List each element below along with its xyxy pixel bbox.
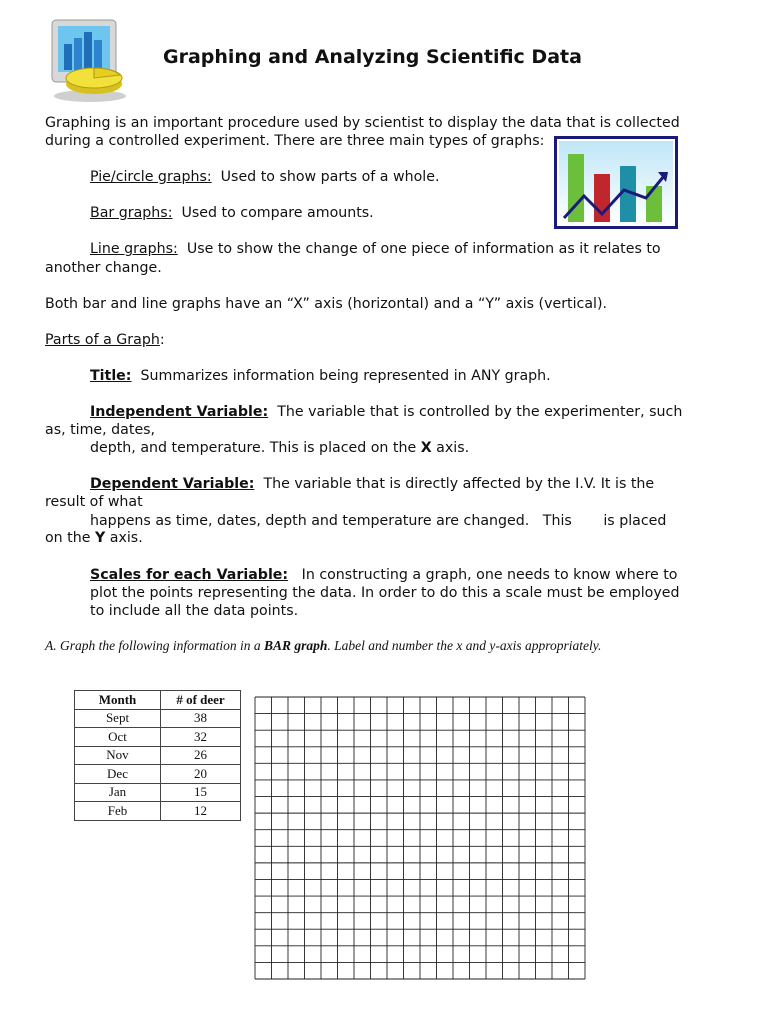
title-text: Summarizes information being represented in ANY graph. xyxy=(140,368,551,384)
dv-text-4b: axis. xyxy=(105,530,143,546)
bar-graph-line xyxy=(90,204,374,222)
axes-note: Both bar and line graphs have an “X” axis (horizontal) and a “Y” axis (vertical). xyxy=(45,296,608,312)
line-graph-text-2: another change. xyxy=(45,260,162,276)
scales-text-3: to include all the data points. xyxy=(90,603,299,619)
page-title: Graphing and Analyzing Scientific Data xyxy=(163,46,582,68)
parts-heading xyxy=(45,331,165,349)
month-cell: Jan xyxy=(75,783,161,802)
pie-graph-label: Pie/circle graphs: xyxy=(90,169,212,185)
deer-count-cell: 15 xyxy=(161,783,241,802)
pie-graph-text: Used to show parts of a whole. xyxy=(220,169,440,185)
iv-axis: X xyxy=(420,440,432,456)
bar-graph-instruction xyxy=(45,638,601,654)
pie-graph-line xyxy=(90,168,439,186)
scales-definition xyxy=(90,566,678,584)
iv-text-3b: axis. xyxy=(431,440,470,456)
dv-axis: Y xyxy=(94,530,106,546)
parts-heading-text: Parts of a Graph xyxy=(45,332,160,348)
deer-count-cell: 32 xyxy=(161,728,241,747)
line-graph-line xyxy=(90,240,661,258)
intro-line-2: during a controlled experiment. There are three main types of graphs: xyxy=(45,133,545,149)
dv-text-1: The variable that is directly affected by the I.V. It is the xyxy=(263,476,655,492)
line-graph-label: Line graphs: xyxy=(90,241,178,257)
dv-text-4 xyxy=(45,529,143,547)
dv-term: Dependent Variable: xyxy=(90,476,255,492)
chart-monitor-icon xyxy=(48,18,132,104)
month-cell: Nov xyxy=(75,746,161,765)
dv-text-4a: on the xyxy=(45,530,95,546)
blank-graph-grid[interactable] xyxy=(254,696,586,980)
month-cell: Dec xyxy=(75,765,161,784)
deer-count-cell: 38 xyxy=(161,709,241,728)
iv-text-3 xyxy=(90,439,469,457)
dv-text-3: happens as time, dates, depth and temperature are changed. This is placed xyxy=(90,513,667,529)
table-header-row xyxy=(75,691,241,710)
deer-count-header: # of deer xyxy=(161,691,241,710)
scales-term: Scales for each Variable: xyxy=(90,567,289,583)
bar-graph-text: Used to compare amounts. xyxy=(181,205,374,221)
iv-term: Independent Variable: xyxy=(90,404,269,420)
deer-count-cell: 12 xyxy=(161,802,241,821)
title-definition xyxy=(90,367,551,385)
line-graph-text: Use to show the change of one piece of information as it relates to xyxy=(186,241,661,257)
dv-definition xyxy=(90,475,654,493)
table-row xyxy=(75,783,241,802)
instruction-bold: BAR graph xyxy=(264,638,328,653)
iv-text-2: as, time, dates, xyxy=(45,422,156,438)
table-row xyxy=(75,709,241,728)
month-cell: Oct xyxy=(75,728,161,747)
scales-text-2: plot the points representing the data. In order to do this a scale must be employed xyxy=(90,585,680,601)
table-row xyxy=(75,728,241,747)
instruction-prefix: A. Graph the following information in a xyxy=(45,638,265,653)
table-row xyxy=(75,765,241,784)
title-term: Title: xyxy=(90,368,132,384)
parts-heading-colon: : xyxy=(159,332,165,348)
month-header: Month xyxy=(75,691,161,710)
deer-data-table xyxy=(74,690,241,821)
intro-line-1: Graphing is an important procedure used by scientist to display the data that is collected xyxy=(45,115,680,131)
deer-count-cell: 20 xyxy=(161,765,241,784)
month-cell: Sept xyxy=(75,709,161,728)
scales-text-1: In constructing a graph, one needs to know where to xyxy=(301,567,678,583)
deer-count-cell: 26 xyxy=(161,746,241,765)
table-row xyxy=(75,746,241,765)
iv-definition xyxy=(90,403,682,421)
iv-text-3a: depth, and temperature. This is placed on the xyxy=(90,440,421,456)
iv-text-1: The variable that is controlled by the experimenter, such xyxy=(277,404,683,420)
instruction-suffix: . Label and number the x and y-axis appropriately. xyxy=(327,638,602,653)
table-row xyxy=(75,802,241,821)
dv-text-2: result of what xyxy=(45,494,143,510)
month-cell: Feb xyxy=(75,802,161,821)
bar-line-chart-icon xyxy=(554,136,678,229)
bar-graph-label: Bar graphs: xyxy=(90,205,173,221)
